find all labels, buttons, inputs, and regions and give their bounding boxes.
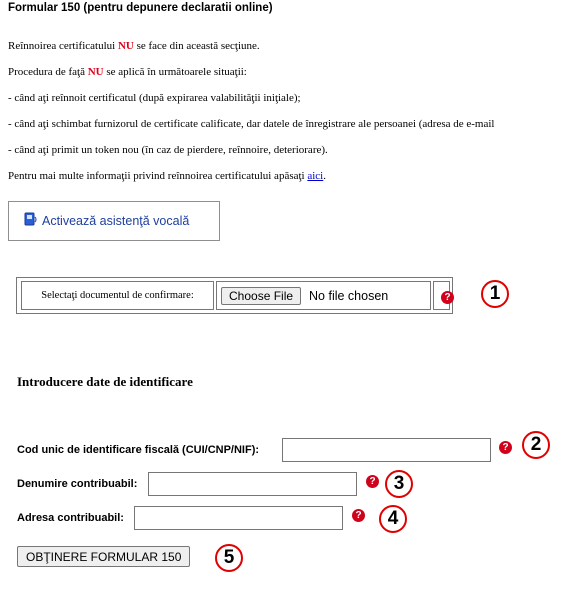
- intro-line-1-post: se face din această secţiune.: [133, 40, 260, 52]
- get-form-150-button[interactable]: OBŢINERE FORMULAR 150: [17, 546, 190, 567]
- page-title: Formular 150 (pentru depunere declaratii online): [8, 2, 273, 14]
- address-input[interactable]: [134, 506, 343, 530]
- help-icon-name[interactable]: ?: [366, 475, 379, 488]
- annotation-5: 5: [215, 544, 243, 572]
- address-label: Adresa contribuabil:: [17, 512, 124, 524]
- intro-line-2-post: se aplică în următoarele situaţii:: [103, 66, 247, 78]
- intro-line-1-pre: Reînnoirea certificatului: [8, 40, 118, 52]
- help-icon-cui[interactable]: ?: [499, 441, 512, 454]
- intro-line-1-emphasis: NU: [117, 40, 134, 52]
- annotation-4: 4: [379, 505, 407, 533]
- name-label: Denumire contribuabil:: [17, 478, 138, 490]
- annotation-3: 3: [385, 470, 413, 498]
- intro-line-2: [8, 66, 247, 78]
- renewal-info-link[interactable]: aici: [307, 170, 324, 182]
- file-input[interactable]: [216, 281, 431, 310]
- name-input[interactable]: [148, 472, 357, 496]
- intro-line-2-pre: Procedura de faţă: [8, 66, 88, 78]
- annotation-2: 2: [522, 431, 550, 459]
- file-status: No file chosen: [309, 288, 389, 303]
- help-icon-upload[interactable]: ?: [441, 291, 454, 304]
- intro-line-5: - când aţi primit un token nou (în caz de pierdere, reînnoire, deteriorare).: [8, 144, 328, 156]
- annotation-1: 1: [481, 280, 509, 308]
- section-heading: Introducere date de identificare: [17, 374, 193, 389]
- intro-line-3: - când aţi reînnoit certificatul (după expirarea valabilităţii iniţiale);: [8, 92, 301, 104]
- choose-file-button[interactable]: Choose File: [221, 287, 301, 305]
- upload-label: Selectaţi documentul de confirmare:: [21, 281, 214, 310]
- help-icon-address[interactable]: ?: [352, 509, 365, 522]
- speaker-icon: [24, 212, 38, 230]
- cui-input[interactable]: [282, 438, 491, 462]
- intro-line-6-pre: Pentru mai multe informaţii privind reînnoirea certificatului apăsaţi: [8, 170, 308, 182]
- upload-table: [16, 277, 453, 314]
- intro-line-6: [8, 170, 326, 182]
- cui-label: Cod unic de identificare fiscală (CUI/CNP/NIF):: [17, 444, 260, 456]
- intro-line-2-emphasis: NU: [87, 66, 104, 78]
- intro-line-1: [8, 40, 260, 52]
- voice-assistance-label: Activează asistenţă vocală: [42, 214, 190, 228]
- intro-line-6-post: .: [323, 170, 326, 182]
- voice-assistance-button[interactable]: [8, 201, 220, 241]
- intro-line-4: - când aţi schimbat furnizorul de certificate calificate, dar datele de înregistrare ale persoanei (adresa de e-mail: [8, 118, 495, 130]
